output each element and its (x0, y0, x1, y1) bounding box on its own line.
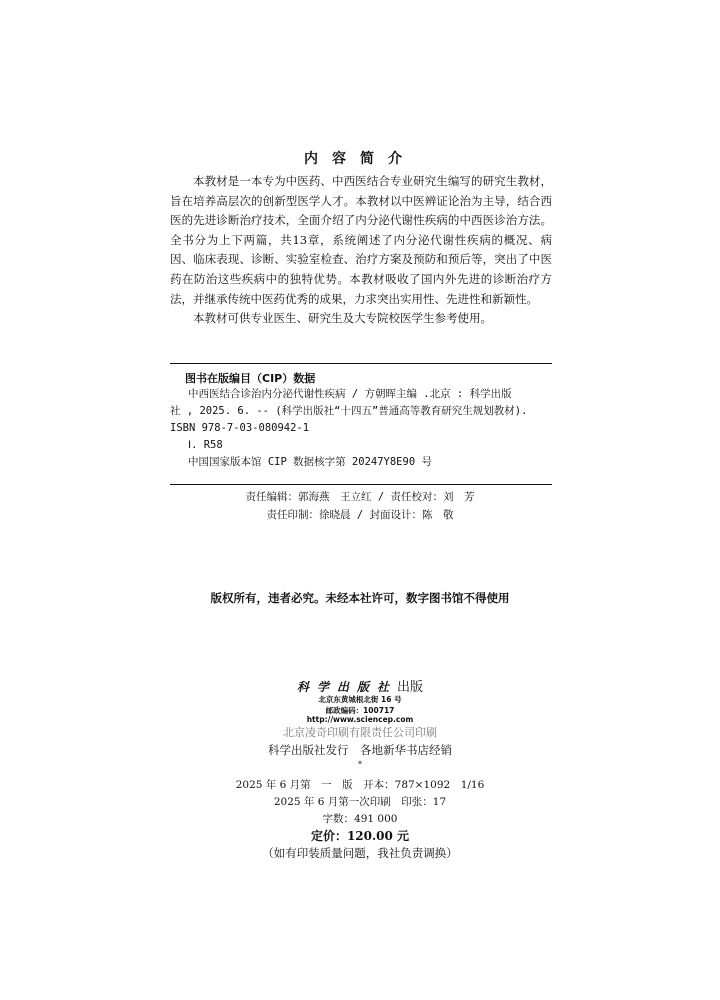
summary-paragraph: 本教材是一本专为中医药、中西医结合专业研究生编写的研究生教材，旨在培养高层次的创新型医学人才。本教材以中医辨证论治为主导，结合西医的先进诊断治疗技术，全面介绍了内分泌代谢性疾病的中西医诊治方法。全书分为上下两篇，共13章，系统阐述了内分泌代谢性疾病的概况、病因、临床表现、诊断、实验室检查、治疗方案及预防和预后等，突出了中医药在防治这些疾病中的独特优势。本教材吸收了国内外先进的诊断治疗方法，并继承传统中医药优秀的成果，力求突出实用性、先进性和新颖性。 (170, 174, 552, 306)
publisher-logo-text: 科学出版社 (296, 680, 397, 694)
content-summary (170, 172, 552, 329)
editors-line: 责任编辑：郭海燕 王立红 / 责任校对：刘 芳 (245, 491, 475, 503)
cip-header: 图书在版编目（CIP）数据 (185, 372, 316, 385)
content-summary-title: 内容简介 (304, 151, 416, 167)
cip-line: ISBN 978-7-03-080942-1 (170, 422, 310, 434)
publisher-url: http://www.sciencep.com (306, 715, 414, 724)
price-line: 定价：120.00 元 (310, 829, 410, 843)
cip-line: Ⅰ. R58 (188, 439, 223, 451)
editors-line: 责任印制：徐晓晨 / 封面设计：陈 敬 (266, 509, 454, 521)
distribution-line: 科学出版社发行 各地新华书店经销 (268, 743, 452, 757)
publisher-postcode: 邮政编码：100717 (325, 706, 395, 715)
cip-line: 中国国家版本馆 CIP 数据核字第 20247Y8E90 号 (188, 456, 432, 468)
summary-paragraph: 本教材可供专业医生、研究生及大专院校医学生参考使用。 (193, 311, 492, 326)
separator-star: * (358, 760, 362, 769)
cip-bottom-rule (170, 484, 552, 485)
edition-line: 2025 年 6 月第 一 版 开本：787×1092 1/16 (235, 779, 485, 791)
printing-line: 2025 年 6 月第一次印刷 印张：17 (273, 796, 447, 808)
word-count-line: 字数：491 000 (322, 813, 398, 825)
quality-note: （如有印装质量问题，我社负责调换） (262, 846, 458, 860)
copyright-notice: 版权所有，违者必究。未经本社许可，数字图书馆不得使用 (210, 591, 510, 605)
cip-top-rule (170, 363, 552, 364)
publisher-name (0, 676, 720, 695)
cip-block (170, 386, 552, 471)
cip-line: 社 , 2025. 6. -- (科学出版社“十四五”普通高等教育研究生规划教材). (170, 405, 528, 417)
publisher-name-suffix: 出版 (397, 680, 424, 695)
publisher-address: 北京东黄城根北街 16 号 (318, 695, 402, 704)
cip-line: 中西医结合诊治内分泌代谢性疾病 / 方朝晖主编 .北京 : 科学出版 (188, 388, 512, 400)
printer-line: 北京凌奇印刷有限责任公司印刷 (283, 726, 437, 739)
